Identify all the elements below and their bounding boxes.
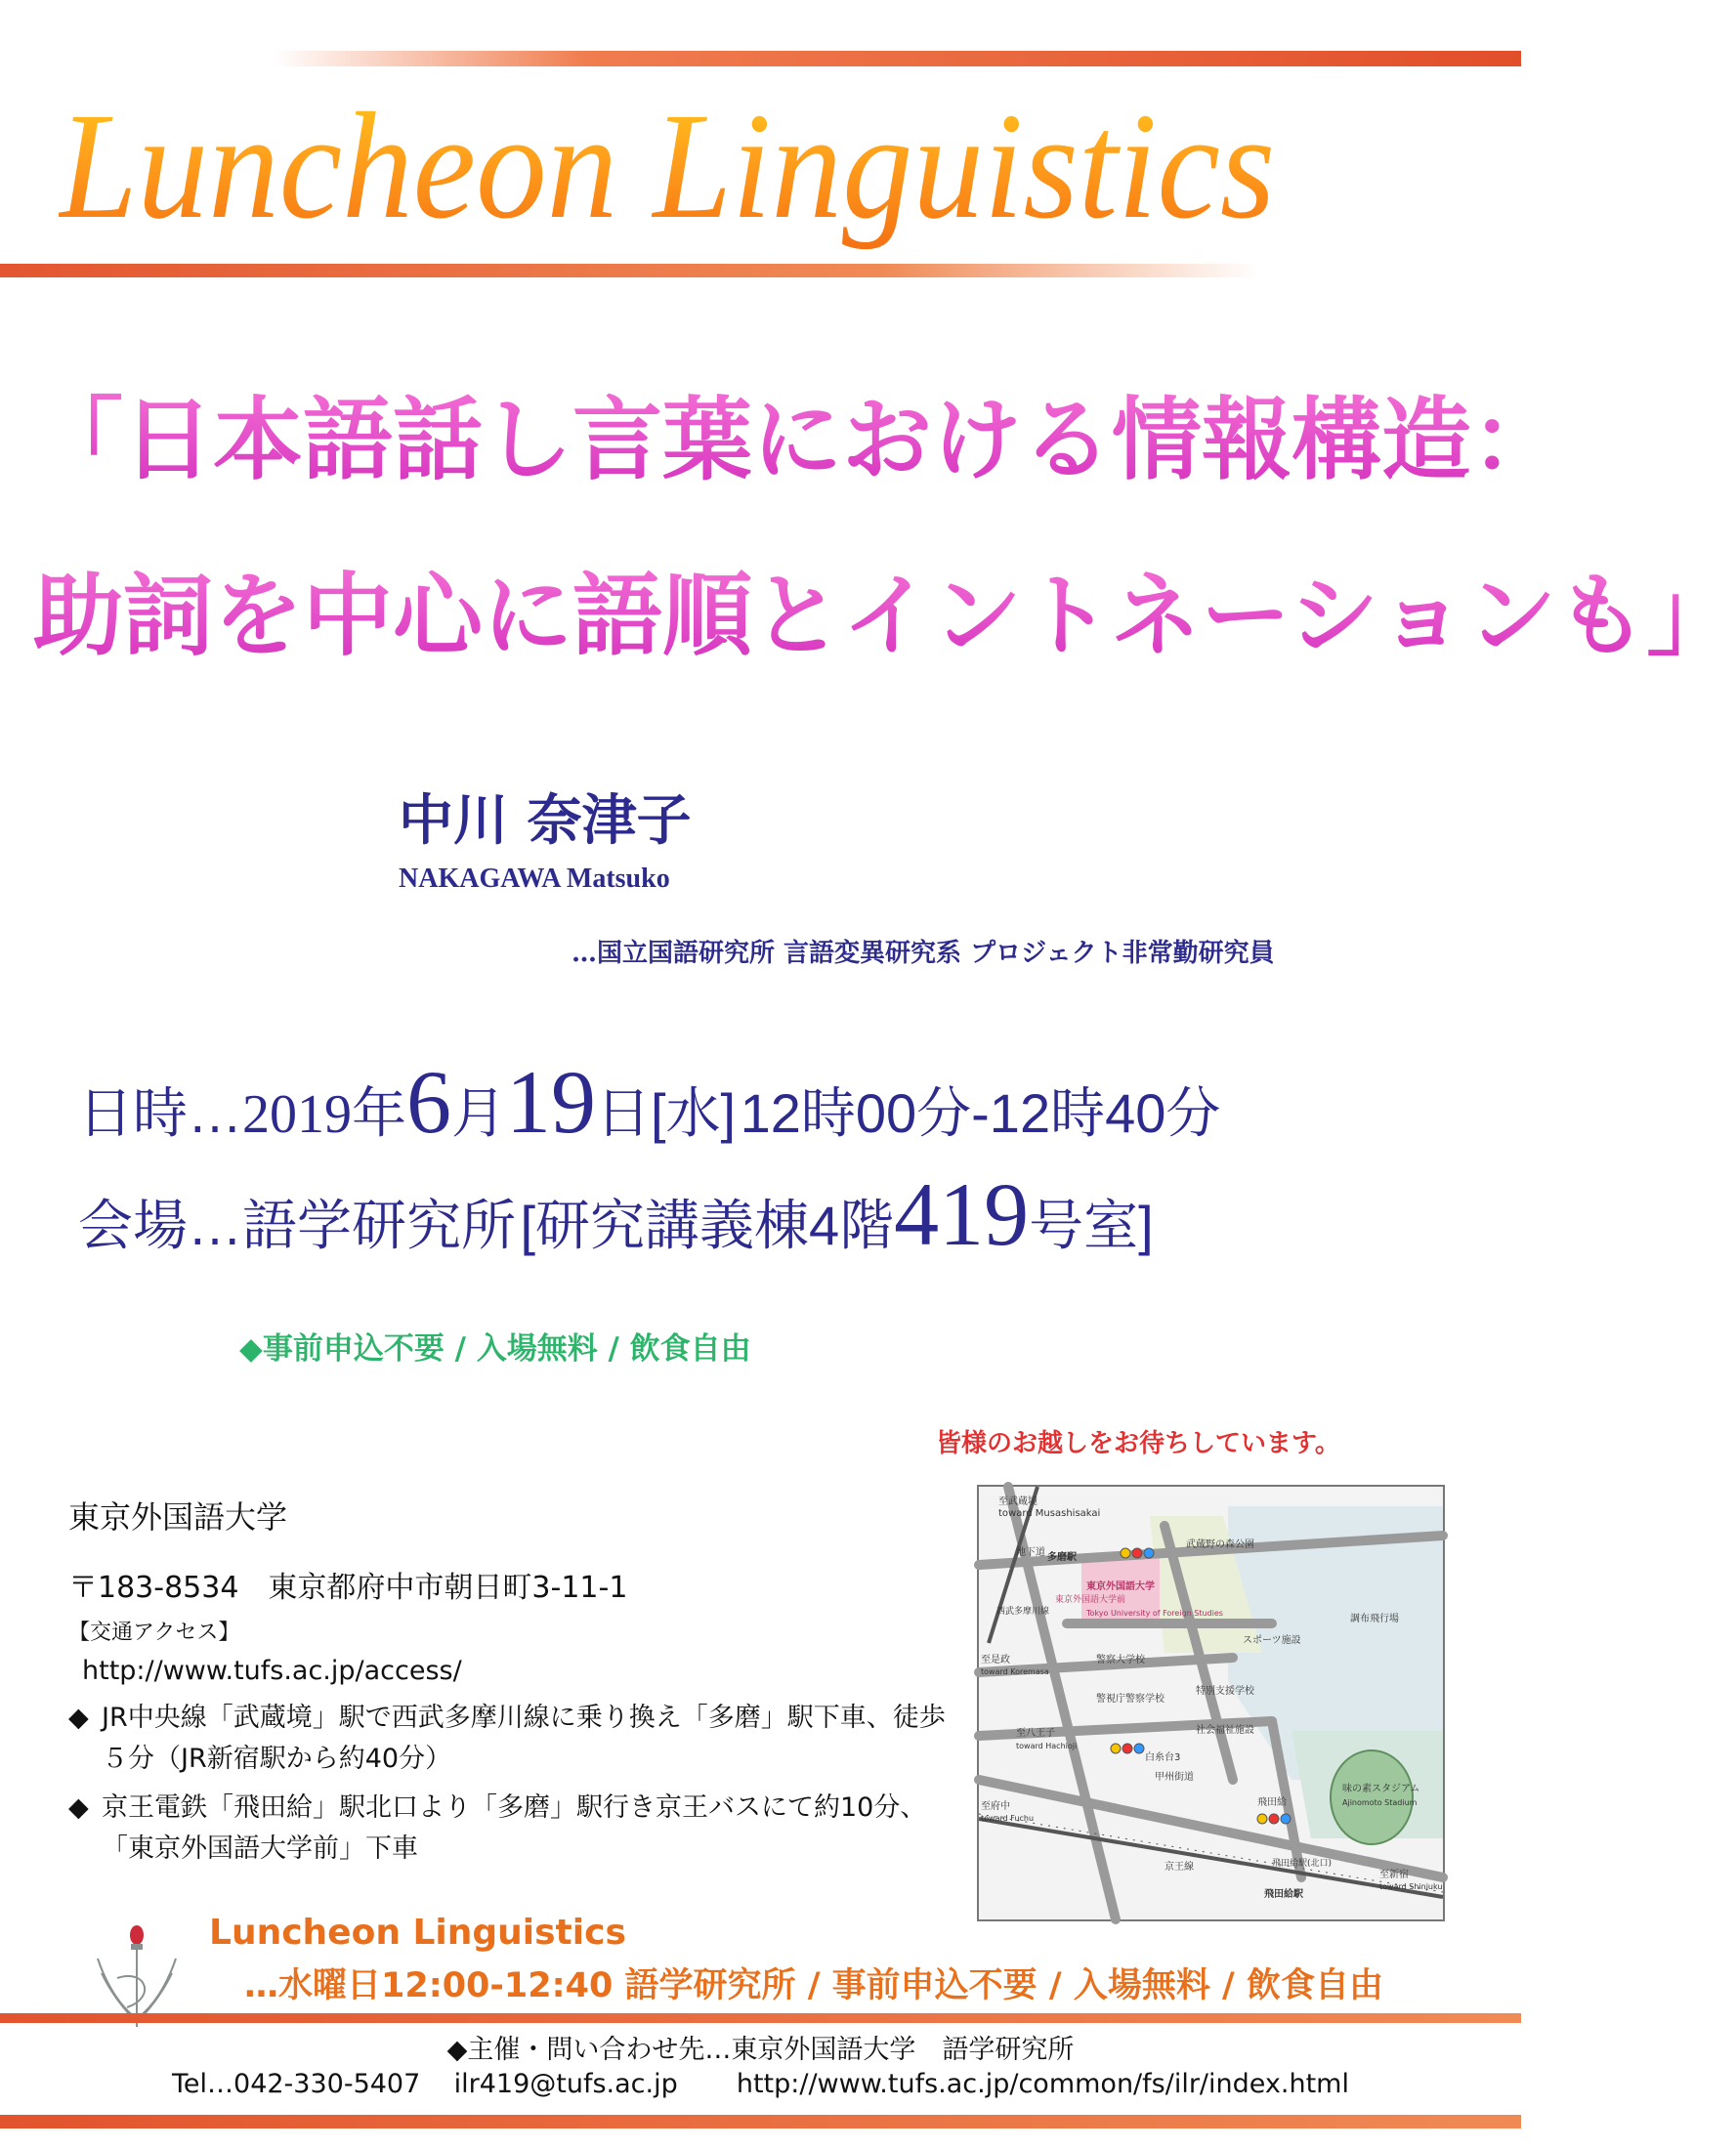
svg-text:地下道: 地下道 [1016, 1547, 1045, 1558]
svg-text:飛田給駅: 飛田給駅 [1264, 1889, 1303, 1900]
venue-room-suffix: 号室] [1029, 1195, 1154, 1256]
svg-text:調布飛行場: 調布飛行場 [1350, 1614, 1399, 1624]
svg-text:toward Koremasa: toward Koremasa [981, 1667, 1049, 1676]
svg-text:多磨駅: 多磨駅 [1047, 1552, 1077, 1563]
top-divider [274, 51, 1521, 66]
date-time: 12時00分-12時40分 [740, 1082, 1221, 1144]
svg-text:警視庁警察学校: 警視庁警察学校 [1096, 1694, 1164, 1705]
speaker-name-en: NAKAGAWA Matsuko [399, 864, 670, 894]
footer-series-title: Luncheon Linguistics [209, 1913, 626, 1953]
speaker-name-jp: 中川 奈津子 [399, 788, 692, 853]
talk-title-line1: 「日本語話し言葉における情報構造： [33, 381, 1561, 498]
welcome-message: 皆様のお越しをお待ちしています。 [936, 1429, 1340, 1458]
address-block [68, 1493, 948, 1877]
footer-divider-top [0, 2013, 1521, 2023]
bullet-icon: ◆ [68, 1703, 89, 1733]
series-title: Luncheon Linguistics [59, 68, 1385, 264]
venue-line [78, 1162, 1154, 1270]
svg-text:toward Hachioji: toward Hachioji [1016, 1742, 1078, 1750]
venue-institute: 語学研究所 [242, 1195, 516, 1256]
bullet-icon: ◆ [68, 1792, 89, 1823]
svg-text:甲州街道: 甲州街道 [1155, 1772, 1194, 1783]
venue-building: [研究講義棟4階 [520, 1195, 895, 1256]
footer-contact [0, 2069, 1521, 2099]
svg-text:toward Shinjuku: toward Shinjuku [1379, 1882, 1443, 1891]
svg-text:飛田給駅(北口): 飛田給駅(北口) [1272, 1859, 1333, 1869]
footer-divider-bottom [0, 2115, 1521, 2128]
svg-text:白糸台3: 白糸台3 [1145, 1752, 1181, 1763]
access-heading: 【交通アクセス】 [68, 1621, 240, 1645]
date-month: 6 [406, 1052, 451, 1152]
date-nen: 年 [352, 1082, 406, 1144]
admission-notes: ◆事前申込不要 / 入場無料 / 飲食自由 [239, 1331, 751, 1367]
route-text: 京王電鉄「飛田給」駅北口より「多磨」駅行き京王バスにて約10分、「東京外国語大学前」下車 [102, 1792, 927, 1864]
svg-text:スポーツ施設: スポーツ施設 [1243, 1635, 1301, 1646]
date-tsuki: 月 [451, 1082, 506, 1144]
date-line [78, 1050, 1220, 1158]
svg-text:西武多摩川線: 西武多摩川線 [996, 1607, 1050, 1617]
access-url-link[interactable]: http://www.tufs.ac.jp/access/ [82, 1656, 462, 1686]
venue-room: 419 [894, 1164, 1030, 1264]
svg-text:至是政: 至是政 [981, 1655, 1010, 1665]
svg-text:東京外国語大学前: 東京外国語大学前 [1055, 1595, 1126, 1605]
route-text: JR中央線「武蔵境」駅で西武多摩川線に乗り換え「多磨」駅下車、徒歩５分（JR新宿駅から約40分） [102, 1703, 946, 1774]
stadium-oval [1331, 1750, 1413, 1844]
svg-text:警察大学校: 警察大学校 [1096, 1655, 1145, 1665]
svg-text:toward Fuchu: toward Fuchu [981, 1814, 1035, 1823]
svg-text:至府中: 至府中 [981, 1801, 1010, 1812]
svg-text:社会福祉施設: 社会福祉施設 [1196, 1725, 1254, 1736]
svg-text:至武蔵境: 至武蔵境 [998, 1496, 1037, 1507]
footer-email-link[interactable]: ilr419@tufs.ac.jp [453, 2069, 678, 2099]
route-item [68, 1698, 948, 1780]
date-nichi: 日 [596, 1082, 651, 1144]
venue-label: 会場… [78, 1195, 242, 1256]
date-weekday: [水] [651, 1082, 737, 1144]
footer-tel: Tel…042-330-5407 [172, 2069, 421, 2099]
title-divider [0, 264, 1260, 277]
postal-address: 〒183-8534 東京都府中市朝日町3-11-1 [68, 1571, 628, 1605]
svg-text:武蔵野の森公園: 武蔵野の森公園 [1186, 1539, 1254, 1550]
svg-text:特別支援学校: 特別支援学校 [1196, 1686, 1254, 1697]
footer-organizer: ◆主催・問い合わせ先…東京外国語大学 語学研究所 [446, 2035, 1075, 2065]
speaker-affiliation: …国立国語研究所 言語変異研究系 プロジェクト非常勤研究員 [572, 939, 1275, 968]
svg-text:京王線: 京王線 [1164, 1862, 1194, 1873]
access-map [977, 1485, 1445, 1921]
svg-text:東京外国語大学: 東京外国語大学 [1086, 1581, 1155, 1592]
route-item [68, 1788, 948, 1870]
svg-text:至新宿: 至新宿 [1379, 1870, 1409, 1880]
svg-text:味の素スタジアム: 味の素スタジアム [1342, 1784, 1420, 1794]
svg-text:Tokyo University of Foreign St: Tokyo University of Foreign Studies [1086, 1609, 1223, 1618]
footer-schedule: …水曜日12:00-12:40 語学研究所 / 事前申込不要 / 入場無料 / 飲食自由 [244, 1966, 1383, 2005]
date-year: 2019 [242, 1084, 352, 1145]
university-name: 東京外国語大学 [68, 1498, 288, 1536]
talk-title-line2: 助詞を中心に語順とイントネーションも」 [33, 557, 1736, 674]
svg-text:至八王子: 至八王子 [1016, 1728, 1055, 1739]
date-label: 日時… [78, 1082, 242, 1144]
svg-text:飛田給: 飛田給 [1257, 1797, 1287, 1808]
footer-website-link[interactable]: http://www.tufs.ac.jp/common/fs/ilr/index.html [736, 2069, 1349, 2099]
svg-text:toward Musashisakai: toward Musashisakai [998, 1508, 1101, 1519]
svg-text:Ajinomoto Stadium: Ajinomoto Stadium [1342, 1798, 1418, 1807]
date-day: 19 [506, 1052, 596, 1152]
